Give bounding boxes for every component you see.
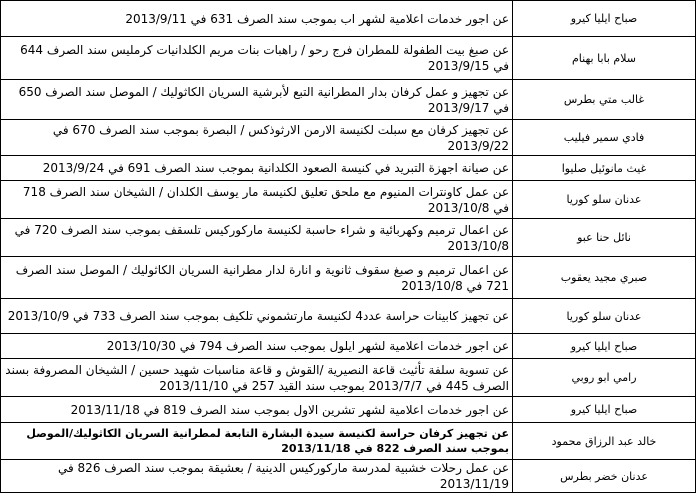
table-row — [1, 37, 696, 80]
payee-name: صبري مجيد يعقوب — [513, 257, 696, 299]
payment-description: عن تجهيز كرفان مع سبلت لكنيسة الارمن الارثوذكس / البصرة بموجب سند الصرف 670 في 2013/9/22 — [1, 120, 513, 156]
table-row — [1, 299, 696, 334]
payee-name: فادي سمير فيليب — [513, 120, 696, 156]
table-row — [1, 181, 696, 219]
payee-name: غالب متي بطرس — [513, 80, 696, 120]
table-row — [1, 257, 696, 299]
payee-name: سلام بابا بهنام — [513, 37, 696, 80]
payment-description: عن اعمال ترميم وكهربائية و شراء حاسبة لكنيسة ماركوركيس تلسقف بموجب سند الصرف 720 في 2013/10/8 — [1, 219, 513, 257]
payment-description: عن تجهيز كرفان حراسة لكنيسة سيدة البشارة التابعة لمطرانية السريان الكاثوليك/الموصل بموجب سند الصرف 822 في 2013/11/18 — [1, 423, 513, 460]
table-row — [1, 156, 696, 181]
table-row — [1, 359, 696, 397]
payee-name: صباح ايليا كيرو — [513, 397, 696, 423]
payment-description: عن اجور خدمات اعلامية لشهر ايلول بموجب سند الصرف 794 في 2013/10/30 — [1, 334, 513, 359]
payment-description: عن اعمال ترميم و صبغ سقوف ثانوية و انارة لدار مطرانية السريان الكاثوليك / الموصل سند الصرف 721 في 2013/10/8 — [1, 257, 513, 299]
payee-name: عدنان خضر بطرس — [513, 460, 696, 493]
table-row — [1, 80, 696, 120]
payment-description: عن اجور خدمات اعلامية لشهر اب بموجب سند الصرف 631 في 2013/9/11 — [1, 1, 513, 37]
payee-name: رامي ابو روبي — [513, 359, 696, 397]
payment-description: عن صبغ بيت الطفولة للمطران فرج رحو / راهبات بنات مريم الكلدانيات كرمليس سند الصرف 644 في 2013/9/15 — [1, 37, 513, 80]
payment-description: عن اجور خدمات اعلامية لشهر تشرين الاول بموجب سند الصرف 819 في 2013/11/18 — [1, 397, 513, 423]
table-row — [1, 1, 696, 37]
payment-description: عن تجهيز و عمل كرفان بدار المطرانية التبع لأبرشية السريان الكاثوليك / الموصل سند الصرف 650 في 2013/9/17 — [1, 80, 513, 120]
payee-name: صباح ايليا كيرو — [513, 334, 696, 359]
payment-description: عن تجهيز كابينات حراسة عدد4 لكنيسة مارتشموني تلكيف بموجب سند الصرف 733 في 2013/10/9 — [1, 299, 513, 334]
payee-name: عدنان سلو كوريا — [513, 181, 696, 219]
table-row — [1, 423, 696, 460]
payment-description: عن عمل رحلات خشبية لمدرسة ماركوركيس الدينية / بعشيقة بموجب سند الصرف 826 في 2013/11/19 — [1, 460, 513, 493]
payee-name: عدنان سلو كوريا — [513, 299, 696, 334]
payee-name: خالد عبد الرزاق محمود — [513, 423, 696, 460]
table-row — [1, 120, 696, 156]
table-row — [1, 219, 696, 257]
payment-description: عن عمل كاونترات المنيوم مع ملحق تعليق لكنيسة مار يوسف الكلدان / الشيخان سند الصرف 718 في 2013/10/8 — [1, 181, 513, 219]
table-row — [1, 334, 696, 359]
table-row — [1, 460, 696, 493]
payee-name: نائل حنا عبو — [513, 219, 696, 257]
table-row — [1, 397, 696, 423]
payee-name: صباح ايليا كيرو — [513, 1, 696, 37]
payment-description: عن صيانة اجهزة التبريد في كنيسة الصعود الكلدانية بموجب سند الصرف 691 في 2013/9/24 — [1, 156, 513, 181]
payee-name: غيث مانوئيل صليوا — [513, 156, 696, 181]
payment-description: عن تسوية سلفة تأثيث قاعة النصيرية /القوش و قاعة مناسبات شهيد حسين / الشيخان المصروفة بسند الصرف 445 في 2013/7/7 بموجب سند القيد 257 في 2013/11/10 — [1, 359, 513, 397]
